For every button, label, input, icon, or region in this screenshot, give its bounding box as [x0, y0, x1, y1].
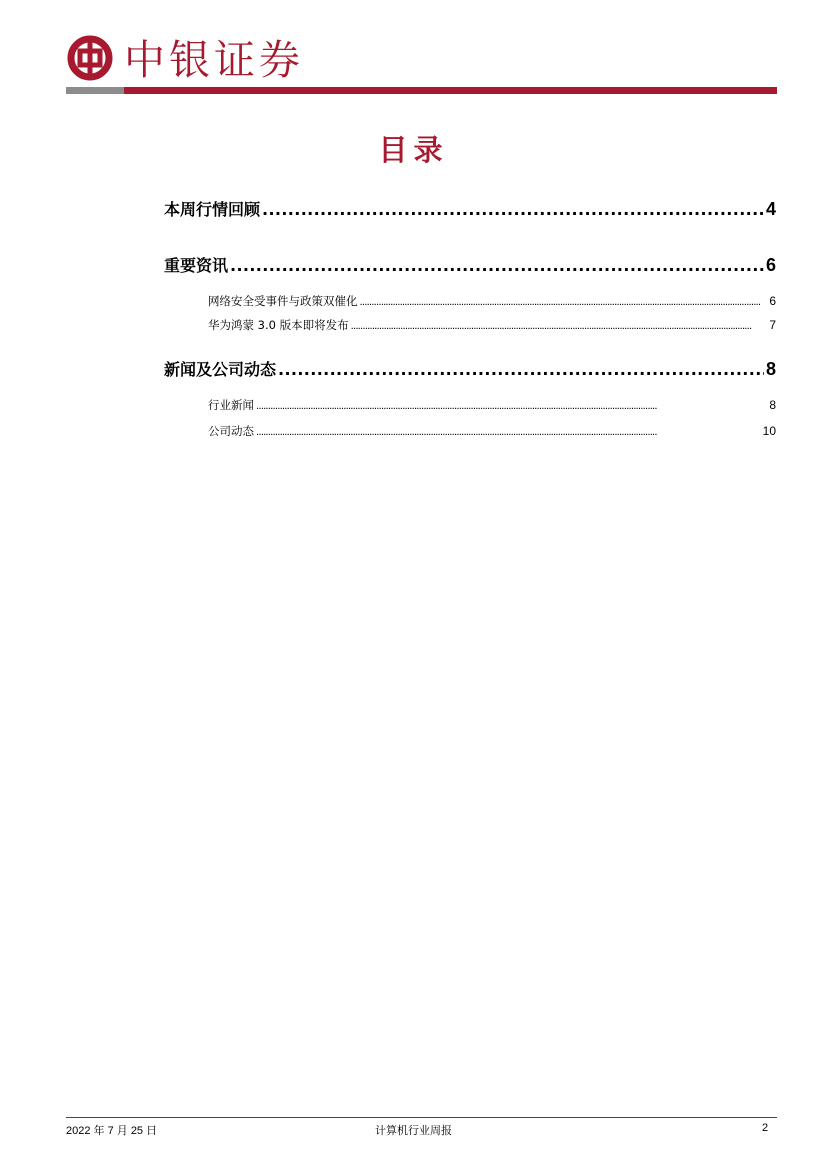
toc-entry-page: 10 [762, 424, 776, 438]
toc-entry-label: 重要资讯 [164, 256, 229, 275]
toc-subentry-company-updates[interactable] [208, 423, 776, 439]
toc-entry-label: 行业新闻 [208, 398, 254, 412]
toc-entry-label: 华为鸿蒙 3.0 版本即将发布 [208, 318, 349, 332]
dot-leader [278, 360, 764, 379]
toc-entry-label: 公司动态 [208, 424, 254, 438]
toc-entry-page: 6 [769, 294, 776, 308]
toc-subentry-industry-news[interactable] [208, 397, 776, 413]
toc-entry-page: 7 [769, 318, 776, 332]
page-header [66, 30, 777, 96]
header-divider-gray [66, 87, 124, 94]
footer-report-name: 计算机行业周报 [375, 1124, 452, 1137]
toc-subentry-cybersecurity[interactable] [208, 293, 776, 309]
dot-leader [256, 401, 767, 412]
toc-entry-page: 6 [765, 255, 776, 275]
dot-leader [262, 200, 764, 219]
dot-leader [360, 297, 768, 308]
toc-entry-page: 8 [765, 359, 776, 379]
dot-leader [230, 256, 764, 275]
dot-leader [351, 321, 768, 332]
toc-title: 目录 [378, 133, 449, 167]
bank-of-china-logo-icon [66, 34, 114, 82]
toc-entry-label: 本周行情回顾 [164, 200, 261, 219]
toc-entry-label: 网络安全受事件与政策双催化 [208, 294, 358, 308]
toc-subentry-harmonyos[interactable] [208, 317, 776, 333]
footer-page-number: 2 [762, 1122, 769, 1134]
header-divider-red [124, 87, 777, 94]
footer-divider [66, 1117, 777, 1118]
toc-entry-label: 新闻及公司动态 [164, 360, 277, 379]
toc-entry-important-news[interactable] [164, 253, 776, 276]
dot-leader [256, 427, 761, 438]
toc-entry-company-news[interactable] [164, 357, 776, 380]
toc-entry-page: 8 [769, 398, 776, 412]
brand-name: 中银证券 [124, 36, 304, 84]
toc-entry-page: 4 [765, 199, 776, 219]
footer-date: 2022 年 7 月 25 日 [66, 1125, 158, 1137]
toc-entry-market-review[interactable] [164, 197, 776, 220]
